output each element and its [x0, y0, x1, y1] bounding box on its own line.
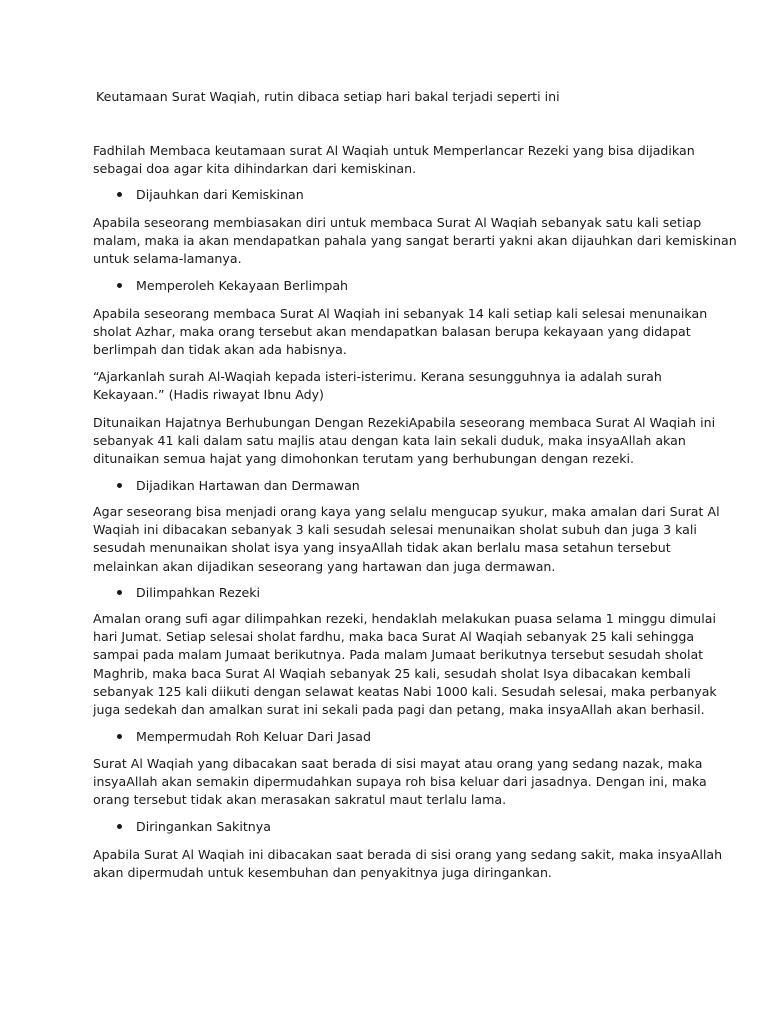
paragraph-line: sholat Azhar, maka orang tersebut akan mendapatkan balasan berupa kekayaan yang didapat: [93, 324, 691, 340]
paragraph-sakit: [93, 846, 723, 882]
paragraph-roh: [93, 755, 707, 810]
paragraph-line: hari Jumat. Setiap selesai sholat fardhu, maka baca Surat Al Waqiah sebanyak 25 kali sehingga: [93, 629, 695, 645]
intro-paragraph: [93, 142, 695, 178]
paragraph-dijauhkan: [93, 214, 737, 269]
paragraph-line: akan dipermudah untuk kesembuhan dan penyakitnya juga diringankan.: [93, 865, 552, 881]
paragraph-line: Apabila seseorang membaca Surat Al Waqiah ini sebanyak 14 kali setiap kali selesai menunaikan: [93, 306, 708, 321]
bullet-item-sakit: [117, 818, 271, 836]
paragraph-line: sesudah menunaikan sholat isya yang insyaAllah tidak akan berlalu masa setahun tersebut: [93, 540, 671, 556]
bullet-icon: [117, 734, 122, 739]
bullet-label: Dijadikan Hartawan dan Dermawan: [136, 478, 360, 493]
bullet-label: Dijauhkan dari Kemiskinan: [136, 187, 304, 202]
paragraph-line: ditunaikan semua hajat yang dimohonkan terutam yang berhubungan dengan rezeki.: [93, 451, 635, 467]
bullet-label: Mempermudah Roh Keluar Dari Jasad: [136, 729, 371, 744]
paragraph-line: Surat Al Waqiah yang dibacakan saat berada di sisi mayat atau orang yang sedang nazak, maka: [93, 756, 703, 771]
paragraph-line: Waqiah ini dibacakan sebanyak 3 kali sesudah selesai menunaikan sholat subuh dan juga 3 kali: [93, 522, 697, 538]
bullet-item-kekayaan: [117, 277, 348, 295]
bullet-label: Dilimpahkan Rezeki: [136, 585, 261, 600]
paragraph-line: insyaAllah akan semakin dipermudahkan supaya roh bisa keluar dari jasadnya. Dengan ini, maka: [93, 774, 707, 790]
paragraph-line: Apabila Surat Al Waqiah ini dibacakan saat berada di sisi orang yang sedang sakit, maka insyaAllah: [93, 847, 723, 862]
paragraph-line: Ditunaikan Hajatnya Berhubungan Dengan RezekiApabila seseorang membaca Surat Al Waqiah ini: [93, 415, 716, 430]
paragraph-line: Maghrib, maka baca Surat Al Waqiah sebanyak 25 kali, sesudah sholat Isya dibacakan kembali: [93, 665, 691, 681]
bullet-icon: [117, 483, 122, 488]
paragraph-line: Fadhilah Membaca keutamaan surat Al Waqiah untuk Memperlancar Rezeki yang bisa dijadikan: [93, 143, 695, 158]
paragraph-line: Apabila seseorang membiasakan diri untuk membaca Surat Al Waqiah sebanyak satu kali setiap: [93, 215, 702, 230]
paragraph-hartawan: [93, 503, 720, 576]
bullet-item-roh: [117, 728, 371, 746]
bullet-item-dijauhkan: [117, 186, 304, 204]
paragraph-line: Agar seseorang bisa menjadi orang kaya yang selalu mengucap syukur, maka amalan dari Surat Al: [93, 504, 720, 519]
paragraph-line: juga sedekah dan amalkan surat ini sekali pada pagi dan petang, maka insyaAllah akan berhasil.: [93, 702, 705, 718]
paragraph-line: sebanyak 125 kali diikuti dengan selawat keatas Nabi 1000 kali. Sesudah selesai, maka perbanyak: [93, 683, 717, 699]
paragraph-kekayaan: [93, 305, 708, 360]
paragraph-line: Amalan orang sufi agar dilimpahkan rezeki, hendaklah melakukan puasa selama 1 minggu dimulai: [93, 611, 716, 626]
bullet-icon: [117, 824, 122, 829]
bullet-label: Memperoleh Kekayaan Berlimpah: [136, 278, 349, 293]
bullet-icon: [117, 590, 122, 595]
paragraph-line: Kekayaan.” (Hadis riwayat Ibnu Ady): [93, 387, 324, 403]
paragraph-line: berlimpah dan tidak akan ada habisnya.: [93, 342, 347, 358]
paragraph-line: untuk selama-lamanya.: [93, 251, 242, 267]
bullet-icon: [117, 283, 122, 288]
bullet-item-rezeki: [117, 584, 260, 602]
bullet-icon: [117, 192, 122, 197]
paragraph-line: sebagai doa agar kita dihindarkan dari kemiskinan.: [93, 161, 417, 177]
paragraph-line: “Ajarkanlah surah Al-Waqiah kepada isteri-isterimu. Kerana sesungguhnya ia adalah surah: [93, 369, 662, 384]
paragraph-line: sebanyak 41 kali dalam satu majlis atau dengan kata lain sekali duduk, maka insyaAllah akan: [93, 433, 686, 449]
paragraph-line: orang tersebut tidak akan merasakan sakratul maut terlalu lama.: [93, 792, 507, 808]
paragraph-rezeki: [93, 610, 717, 719]
bullet-item-hartawan: [117, 477, 360, 495]
paragraph-line: melainkan akan dijadikan seseorang yang hartawan dan juga dermawan.: [93, 558, 556, 574]
paragraph-line: sampai pada malam Jumaat berikutnya. Pada malam Jumaat berikutnya tersebut sesudah sholat: [93, 647, 704, 663]
quote-paragraph: [93, 368, 683, 404]
paragraph-hajat: [93, 414, 716, 469]
bullet-label: Diringankan Sakitnya: [136, 819, 271, 834]
paragraph-line: malam, maka ia akan mendapatkan pahala yang sangat berarti yakni akan dijauhkan dari kemiskinan: [93, 233, 737, 249]
page-title: Keutamaan Surat Waqiah, rutin dibaca setiap hari bakal terjadi seperti ini: [96, 89, 560, 104]
